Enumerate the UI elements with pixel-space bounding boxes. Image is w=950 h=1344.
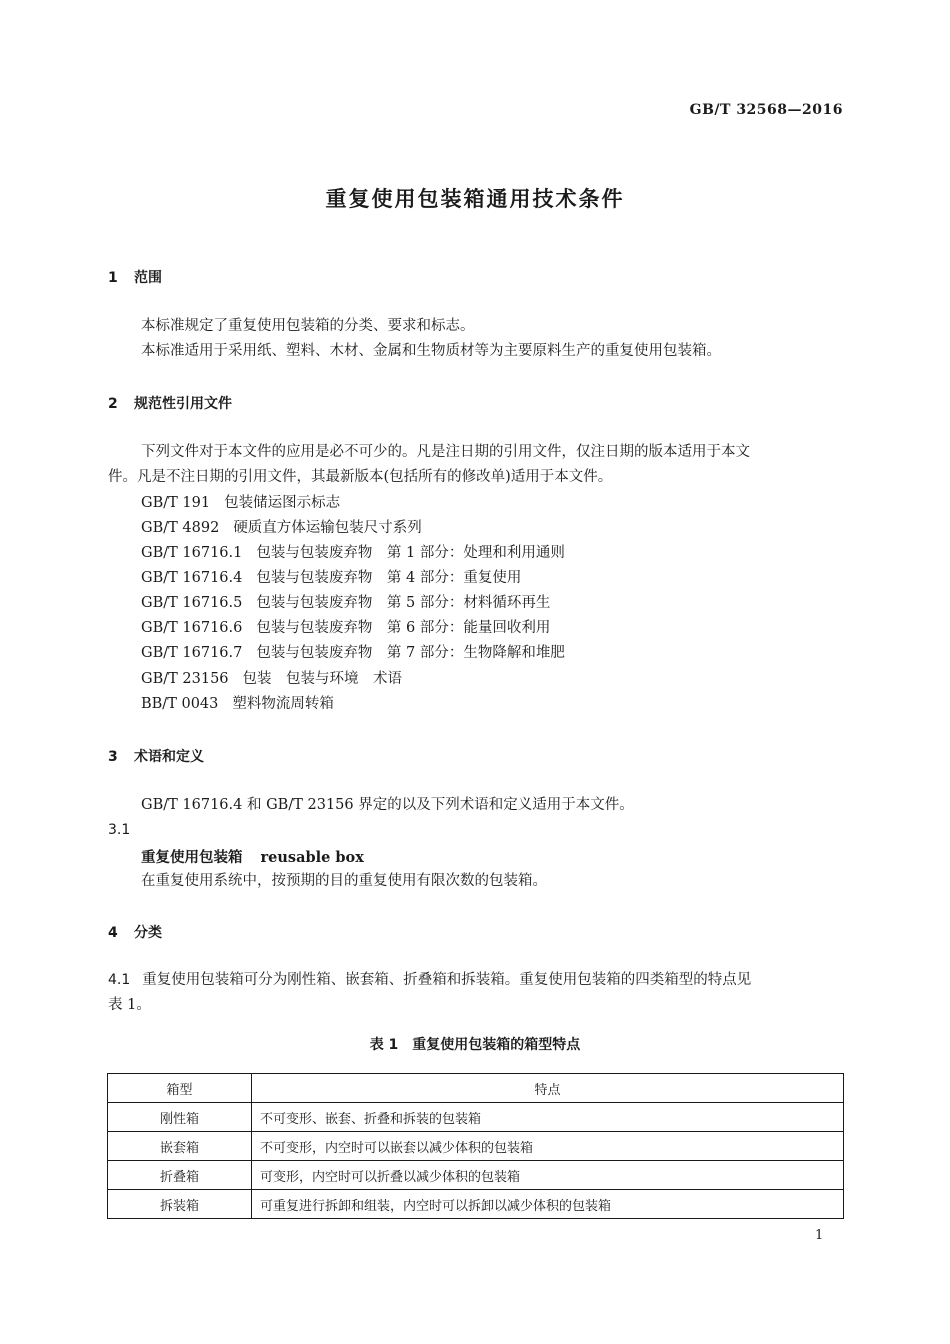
section-heading-terms-and-definitions: [108, 746, 204, 766]
section-number: 3: [108, 749, 118, 765]
reference-item: [141, 641, 565, 666]
reference-title: 塑料物流周转箱: [232, 696, 334, 712]
reference-title: 包装与包装废弃物 第 4 部分：重复使用: [256, 570, 522, 586]
table-cell: 不可变形、嵌套、折叠和拆装的包装箱: [252, 1103, 844, 1132]
reference-code: BB/T 0043: [141, 696, 219, 712]
reference-title: 包装与包装废弃物 第 5 部分：材料循环再生: [256, 595, 551, 611]
column-header: 箱型: [108, 1074, 252, 1103]
reference-code: GB/T 16716.4: [141, 570, 243, 586]
table-caption: 表 1 重复使用包装箱的箱型特点: [369, 1037, 581, 1053]
reference-item: [141, 591, 550, 616]
standard-code: GB/T 32568—2016: [689, 102, 843, 118]
section-title: 范围: [134, 270, 162, 286]
reference-item: [141, 667, 402, 692]
reference-item: [141, 566, 521, 591]
paragraph: 本标准规定了重复使用包装箱的分类、要求和标志。: [141, 318, 475, 334]
reference-title: 包装与包装废弃物 第 7 部分：生物降解和堆肥: [256, 645, 565, 661]
section-title: 规范性引用文件: [134, 396, 232, 412]
column-header: 特点: [252, 1074, 844, 1103]
reference-code: GB/T 16716.1: [141, 545, 243, 561]
reference-code: GB/T 191: [141, 495, 211, 511]
paragraph-line: [108, 968, 751, 993]
term-english: reusable box: [260, 849, 364, 866]
table-cell: 可重复进行拆卸和组装，内空时可以拆卸以减少体积的包装箱: [252, 1190, 844, 1219]
reference-title: 硬质直方体运输包装尺寸系列: [233, 520, 422, 536]
reference-item: [141, 541, 565, 566]
reference-item: [141, 491, 340, 516]
table-row: [108, 1103, 844, 1132]
reference-title: 包装 包装与环境 术语: [242, 671, 403, 687]
term-heading: [141, 846, 364, 867]
paragraph: GB/T 16716.4 和 GB/T 23156 界定的以及下列术语和定义适用于本文件。: [141, 797, 634, 813]
paragraph-line: 件。凡是不注日期的引用文件，其最新版本(包括所有的修改单)适用于本文件。: [108, 469, 613, 485]
table-row: [108, 1190, 844, 1219]
reference-code: GB/T 23156: [141, 671, 229, 687]
paragraph-line: 表 1。: [108, 997, 151, 1013]
box-types-table: [107, 1073, 844, 1219]
table-header-row: [108, 1074, 844, 1103]
reference-code: GB/T 4892: [141, 520, 220, 536]
section-heading-scope: [108, 267, 162, 287]
section-heading-classification: [108, 922, 162, 942]
clause-text: 重复使用包装箱可分为刚性箱、嵌套箱、折叠箱和拆装箱。重复使用包装箱的四类箱型的特点见: [142, 972, 752, 988]
section-number: 2: [108, 396, 118, 412]
table-row: [108, 1132, 844, 1161]
paragraph-line: 下列文件对于本文件的应用是必不可少的。凡是注日期的引用文件，仅注日期的版本适用于本文: [141, 444, 750, 460]
reference-item: [141, 692, 334, 717]
reference-code: GB/T 16716.7: [141, 645, 243, 661]
reference-item: [141, 516, 422, 541]
reference-code: GB/T 16716.5: [141, 595, 243, 611]
table-row: [108, 1161, 844, 1190]
reference-title: 包装与包装废弃物 第 1 部分：处理和利用通则: [256, 545, 565, 561]
term-chinese: 重复使用包装箱: [141, 850, 243, 866]
table-cell: 刚性箱: [108, 1103, 252, 1132]
section-title: 分类: [134, 925, 162, 941]
table-cell: 不可变形，内空时可以嵌套以减少体积的包装箱: [252, 1132, 844, 1161]
term-definition: 在重复使用系统中，按预期的目的重复使用有限次数的包装箱。: [141, 873, 547, 889]
page-number: 1: [815, 1228, 824, 1243]
document-title: 重复使用包装箱通用技术条件: [325, 187, 625, 211]
table-cell: 可变形，内空时可以折叠以减少体积的包装箱: [252, 1161, 844, 1190]
clause-number: 4.1: [108, 972, 131, 988]
reference-title: 包装储运图示标志: [224, 495, 341, 511]
reference-item: [141, 616, 550, 641]
table-cell: 嵌套箱: [108, 1132, 252, 1161]
table-cell: 折叠箱: [108, 1161, 252, 1190]
section-title: 术语和定义: [134, 749, 204, 765]
section-number: 4: [108, 925, 118, 941]
table-cell: 拆装箱: [108, 1190, 252, 1219]
section-heading-normative-references: [108, 393, 232, 413]
section-number: 1: [108, 270, 118, 286]
term-number: 3.1: [108, 822, 131, 838]
reference-title: 包装与包装废弃物 第 6 部分：能量回收利用: [256, 620, 551, 636]
reference-code: GB/T 16716.6: [141, 620, 243, 636]
paragraph: 本标准适用于采用纸、塑料、木材、金属和生物质材等为主要原料生产的重复使用包装箱。: [141, 343, 721, 359]
